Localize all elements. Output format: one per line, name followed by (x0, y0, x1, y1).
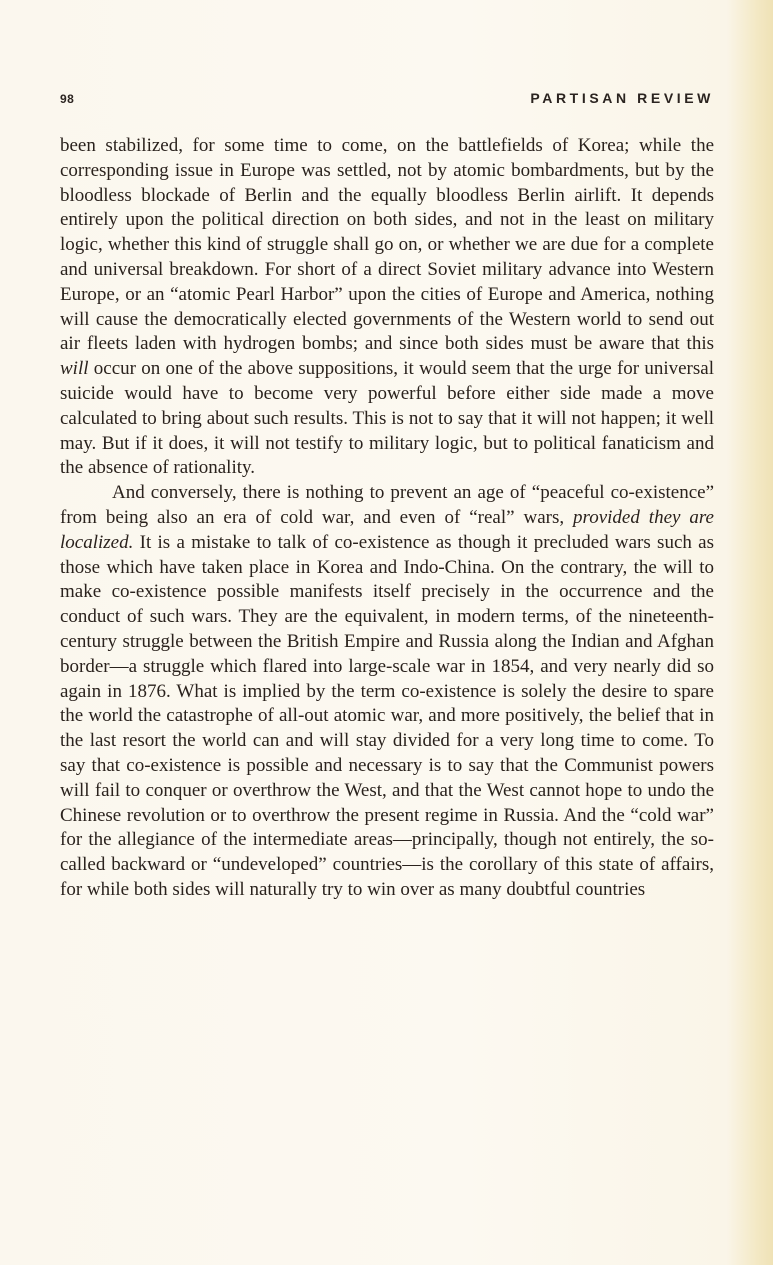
paragraph-1 (60, 134, 714, 481)
text-segment: been stabilized, for some time to come, on the battlefields of Korea; while the corresponding issue in Europe was settled, not by atomic bombardments, but by the bloodless blockade of Berlin and the equally bloodless Berlin airlift. It depends entirely upon the political direction on both sides, and not in the least on military logic, whether this kind of struggle shall go on, or whether we are due for a complete and universal breakdown. For short of a direct Soviet military advance into Western Europe, or an “atomic Pearl Harbor” upon the cities of Europe and America, nothing will cause the democratically elected governments of the Western world to send out air fleets laden with hydrogen bombs; and since both sides must be aware that this (60, 135, 714, 355)
running-head: PARTISAN REVIEW (530, 90, 714, 106)
page-number: 98 (60, 92, 75, 106)
text-segment: And conversely, there is nothing to prevent an age of “peaceful co-existence” from being also an era of cold war, and even of “real” wars, (60, 482, 714, 528)
body-text (60, 134, 714, 903)
page-header (60, 90, 714, 112)
italic-segment: will (60, 358, 89, 380)
text-segment: occur on one of the above suppositions, it would seem that the urge for universal suicide would have to become very powerful before either side made a move calculated to bring about such results. This is not to say that it will not happen; it well may. But if it does, it will not testify to military logic, but to political fanaticism and the absence of rationality. (60, 358, 714, 479)
text-segment: It is a mistake to talk of co-existence as though it precluded wars such as those which have taken place in Korea and Indo-China. On the contrary, the will to make co-existence possible manifests itself precisely in the occurrence and the conduct of such wars. They are the equivalent, in modern terms, of the nineteenth-century struggle between the British Empire and Russia along the Indian and Afghan border—a struggle which flared into large-scale war in 1854, and very nearly did so again in 1876. What is implied by the term co-existence is solely the desire to spare the world the catastrophe of all-out atomic war, and more positively, the belief that in the last resort the world can and will stay divided for a very long time to come. To say that co-existence is possible and necessary is to say that the Communist powers will fail to conquer or overthrow the West, and that the West cannot hope to undo the Chinese revolution or to overthrow the present regime in Russia. And the “cold war” for the allegiance of the intermediate areas—principally, though not entirely, the so-called backward or “undeveloped” countries—is the corollary of this state of affairs, for while both sides will naturally try to win over as many doubtful countries (60, 531, 714, 900)
paragraph-2 (60, 481, 714, 903)
italic-segment: provided they are localized. (60, 506, 714, 553)
